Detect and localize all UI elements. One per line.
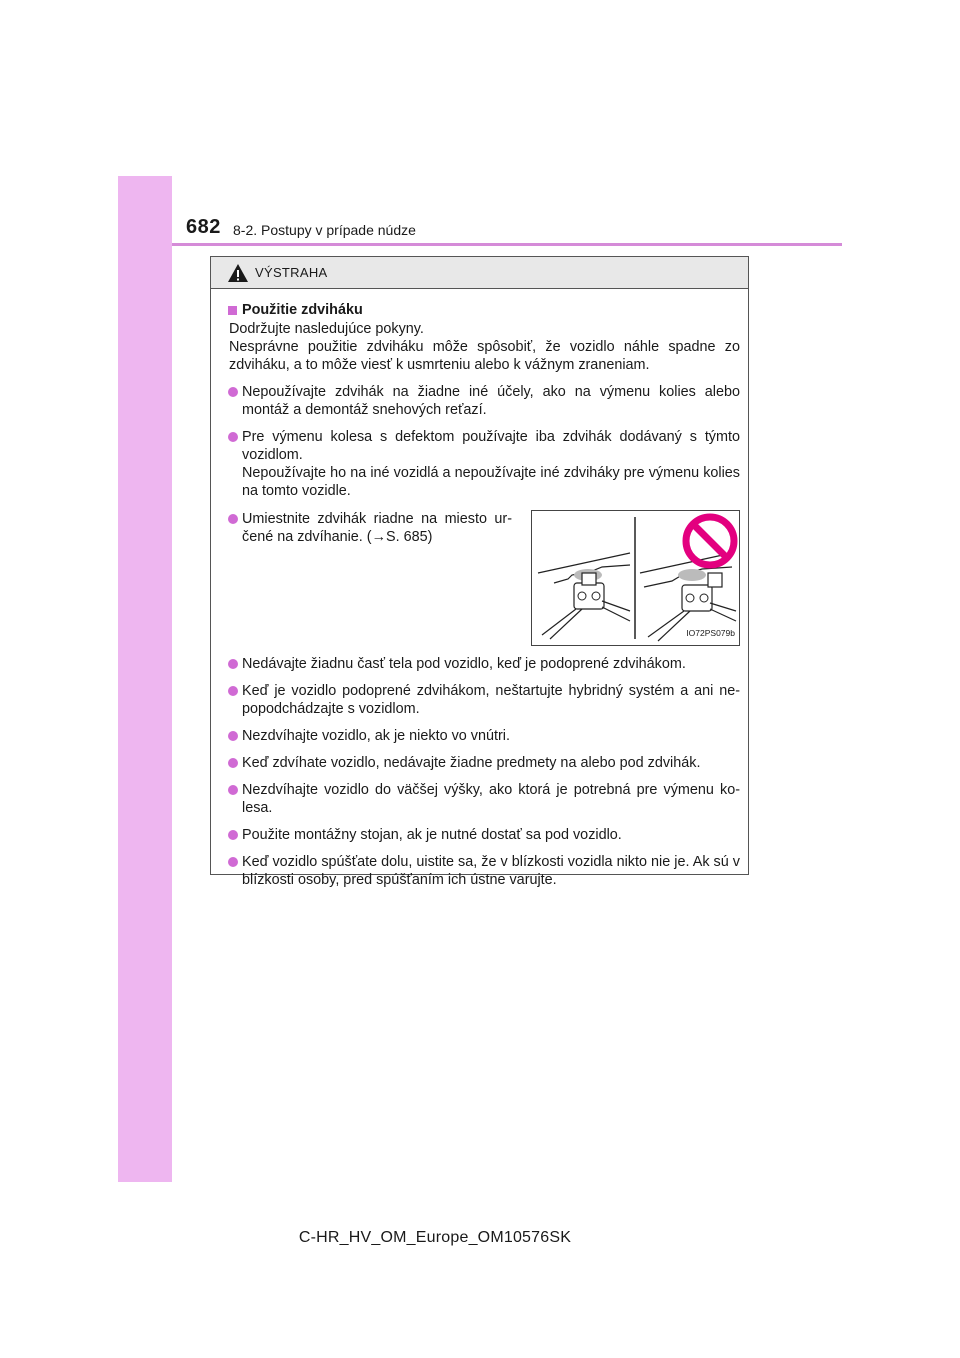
footer-doc-id: C-HR_HV_OM_Europe_OM10576SK: [298, 1229, 572, 1246]
section-title: 8-2. Postupy v prípade núdze: [233, 222, 416, 238]
chapter-side-tab: [118, 176, 172, 1182]
bullet-dot-icon: [228, 686, 238, 696]
bullet-dot-icon: [228, 659, 238, 669]
square-bullet-icon: [228, 306, 237, 315]
bullet-dot-icon: [228, 432, 238, 442]
list-item: Použite montážny stojan, ak je nutné dostať sa pod vozidlo.: [228, 826, 740, 844]
list-item: Nezdvíhajte vozidlo do väčšej výšky, ako ktorá je potrebná pre výmenu ko-lesa.: [228, 781, 740, 817]
bullet-list-bottom: [228, 655, 740, 889]
intro-line: Dodržujte nasledujúce pokyny.: [229, 321, 424, 337]
list-item: Nepoužívajte zdvihák na žiadne iné účely, ako na výmenu kolies alebo montáž a demontáž snehových reťazí.: [228, 383, 740, 419]
intro-paragraph: Nesprávne použitie zdviháku môže spôsobiť, že vozidlo náhle spadne zo zdviháku, a to môže viesť k usmrteniu alebo k vážnym zraneniam.: [229, 339, 740, 373]
warning-body: [211, 289, 748, 889]
bullet-dot-icon: [228, 857, 238, 867]
header-divider: [172, 243, 842, 246]
bullet-dot-icon: [228, 387, 238, 397]
bullet-list-top: [228, 383, 740, 500]
list-item: Nedávajte žiadnu časť tela pod vozidlo, keď je podoprené zdvihákom.: [228, 655, 740, 673]
list-item: Keď zdvíhate vozidlo, nedávajte žiadne predmety na alebo pod zdvihák.: [228, 754, 740, 772]
bullet-dot-icon: [228, 514, 238, 524]
warning-heading: Použitie zdviháku: [228, 301, 740, 319]
bullet-dot-icon: [228, 758, 238, 768]
list-item: Keď je vozidlo podoprené zdvihákom, neštartujte hybridný systém a ani ne-popodchádzajte s vozidlom.: [228, 682, 740, 718]
list-item: Nezdvíhajte vozidlo, ak je niekto vo vnútri.: [228, 727, 740, 745]
list-item: Keď vozidlo spúšťate dolu, uistite sa, že v blízkosti vozidla nikto nie je. Ak sú v blízkosti osoby, pred spúšťaním ich ústne varujte.: [228, 853, 740, 889]
list-item: Umiestnite zdvihák riadne na miesto ur-čené na zdvíhanie. (→S. 685): [228, 510, 512, 646]
jack-placement-figure: [531, 510, 740, 646]
warning-title: VÝSTRAHA: [255, 265, 328, 280]
bullet-dot-icon: [228, 785, 238, 795]
warning-triangle-icon: [227, 263, 249, 283]
warning-header: [211, 257, 748, 289]
warning-box: [210, 256, 749, 888]
bullet-dot-icon: [228, 830, 238, 840]
list-item: Pre výmenu kolesa s defektom používajte iba zdvihák dodávaný s týmto vozidlom. Nepoužívajte ho na iné vozidlá a nepoužívajte iné zdviháky pre výmenu kolies na tomto vozidle.: [228, 428, 740, 500]
page-number: 682: [186, 216, 221, 238]
bullet-dot-icon: [228, 731, 238, 741]
figure-row: [228, 510, 740, 646]
figure-code: IO72PS079b: [686, 628, 735, 638]
